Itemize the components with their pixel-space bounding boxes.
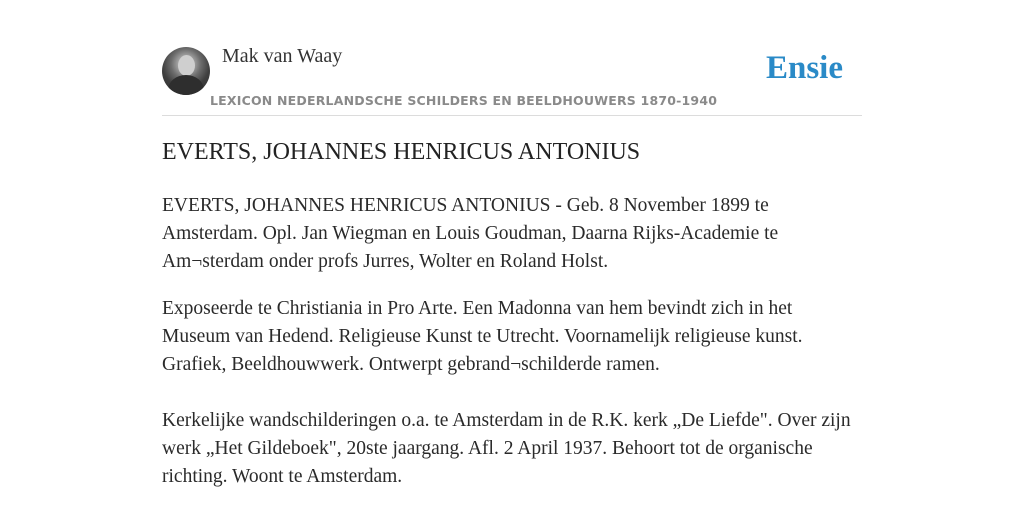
article-paragraph: Exposeerde te Christiania in Pro Arte. Een Madonna van hem bevindt zich in het Museum van Hedend. Religieuse Kunst te Utrecht. Voornamelijk religieuse kunst. Grafiek, Beeldhouwwerk. Ontwerpt gebrand¬schilderde ramen. Kerkelijke wandschilderingen o.a. te Amsterdam in de R.K. kerk „De Liefde". Over zijn werk „Het Gildeboek", 20ste jaargang. Afl. 2 April 1937. Behoort tot de organische richting. Woont te Amsterdam. [162, 298, 851, 487]
author-name[interactable]: Mak van Waay [222, 45, 343, 67]
author-avatar[interactable] [162, 47, 210, 95]
source-title[interactable]: LEXICON NEDERLANDSCHE SCHILDERS EN BEELDHOUWERS 1870-1940 [210, 93, 718, 108]
avatar-face [178, 55, 195, 76]
article-paragraph: EVERTS, JOHANNES HENRICUS ANTONIUS - Geb. 8 November 1899 te Amsterdam. Opl. Jan Wiegman en Louis Goudman, Daarna Rijks-Academie te Am¬sterdam onder profs Jurres, Wolter en Roland Holst. [162, 195, 779, 272]
page-title: EVERTS, JOHANNES HENRICUS ANTONIUS [162, 139, 641, 165]
brand-logo[interactable]: Ensie [765, 50, 843, 86]
header-divider [162, 115, 862, 116]
avatar-body [168, 75, 204, 95]
article-body [162, 192, 864, 510]
